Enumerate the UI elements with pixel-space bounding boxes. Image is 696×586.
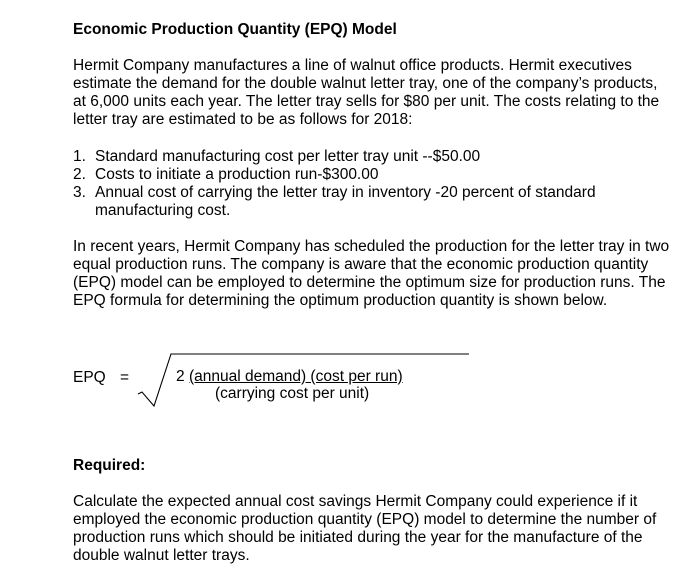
list-item-number: 2. — [73, 166, 86, 183]
required-heading: Required: — [73, 457, 146, 474]
cost-list — [73, 148, 673, 220]
formula-label: EPQ — [73, 369, 106, 386]
formula-coefficient: 2 — [176, 368, 185, 385]
formula-numerator — [176, 368, 403, 386]
context-paragraph: In recent years, Hermit Company has scheduled the production for the letter tray in two equal production runs. The company is aware that the economic production quantity (EPQ) model can be employed to determine the optimum size for production runs. The EPQ formula for determining the optimum production quantity is shown below. — [73, 238, 670, 309]
formula-equals: = — [120, 369, 130, 386]
list-item-text: Costs to initiate a production run-$300.00 — [95, 166, 379, 183]
list-item-text: Annual cost of carrying the letter tray in inventory -20 percent of standard manufacturing cost. — [95, 184, 596, 219]
list-item-number: 1. — [73, 148, 86, 165]
list-item-number: 3. — [73, 184, 86, 201]
list-item-text: Standard manufacturing cost per letter tray unit --$50.00 — [95, 148, 481, 165]
list-item — [73, 148, 673, 166]
formula-numerator-text: (annual demand) (cost per run) — [188, 368, 403, 385]
question-paragraph: Calculate the expected annual cost savings Hermit Company could experience if it employed the economic production quantity (EPQ) model to determine the number of production runs which should be initiated during the year for the manufacture of the double walnut letter trays. — [73, 493, 657, 564]
formula-denominator: (carrying cost per unit) — [215, 385, 370, 402]
list-item — [73, 166, 673, 184]
intro-paragraph: Hermit Company manufactures a line of walnut office products. Hermit executives estimate the demand for the double walnut letter tray, one of the company’s products, at 6,000 units each year. The letter tray sells for $80 per unit. The costs relating to the letter tray are estimated to be as follows for 2018: — [73, 57, 660, 128]
document-title: Economic Production Quantity (EPQ) Model — [73, 21, 397, 38]
list-item — [73, 184, 673, 220]
